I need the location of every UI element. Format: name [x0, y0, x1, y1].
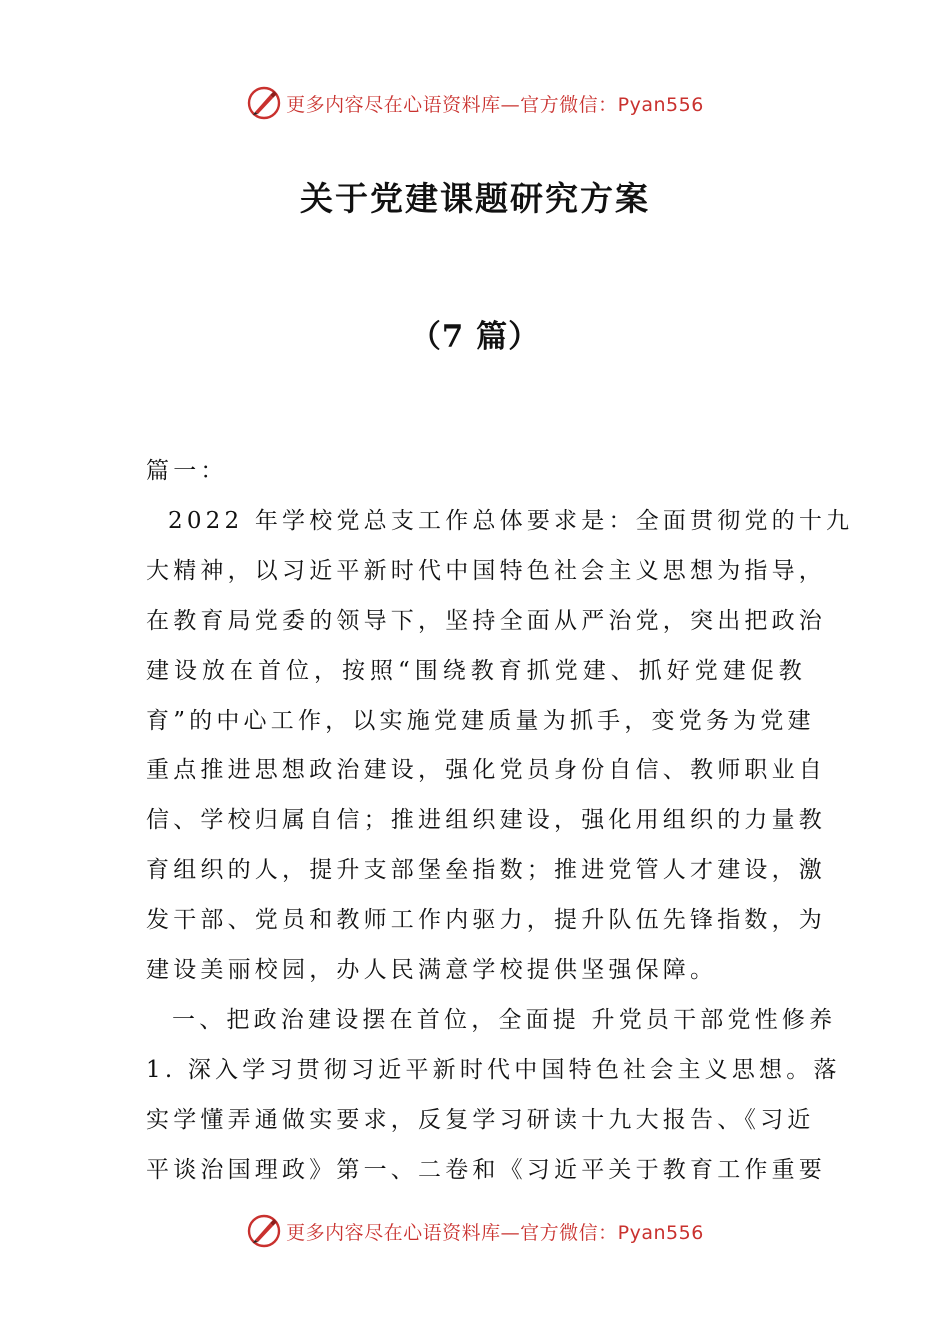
item-line: 实学懂弄通做实要求，反复学习研读十九大报告、《习近	[146, 1106, 815, 1133]
footer-banner	[0, 1208, 950, 1254]
document-subtitle: （7 篇）	[409, 319, 541, 355]
section-heading-1: 一、把政治建设摆在首位，全面提 升党员干部党性修养	[172, 1006, 837, 1033]
paragraph-line: 建设美丽校园，办人民满意学校提供坚强保障。	[146, 957, 718, 984]
paragraph-1	[146, 497, 854, 996]
paragraph-line: 2022 年学校党总支工作总体要求是：全面贯彻党的十九	[168, 507, 854, 534]
wechat-id: Pyan556	[617, 93, 704, 116]
item-1	[146, 1046, 841, 1196]
paragraph-line: 重点推进思想政治建设，强化党员身份自信、教师职业自	[146, 757, 826, 784]
wechat-id: Pyan556	[617, 1221, 704, 1244]
paragraph-line: 发干部、党员和教师工作内驱力，提升队伍先锋指数，为	[146, 907, 826, 934]
pen-circle-logo-icon	[246, 1213, 282, 1249]
pen-circle-logo-icon	[246, 85, 282, 121]
banner-text: 更多内容尽在心语资料库—官方微信：Pyan556	[286, 93, 704, 116]
section-label: 篇一：	[146, 458, 228, 484]
paragraph-line: 育组织的人，提升支部堡垒指数；推进党管人才建设，激	[146, 857, 826, 884]
document-body	[146, 447, 854, 1196]
item-line: 1. 深入学习贯彻习近平新时代中国特色社会主义思想。落	[146, 1056, 841, 1083]
header-banner	[0, 80, 950, 126]
paragraph-line: 大精神，以习近平新时代中国特色社会主义思想为指导，	[146, 557, 826, 584]
paragraph-line: 建设放在首位，按照“围绕教育抓党建、抓好党建促教	[146, 657, 806, 684]
paragraph-line: 育”的中心工作，以实施党建质量为抓手，变党务为党建	[146, 707, 815, 734]
paragraph-line: 在教育局党委的领导下，坚持全面从严治党，突出把政治	[146, 607, 826, 634]
document-title: 关于党建课题研究方案	[300, 179, 650, 218]
item-line: 平谈治国理政》第一、二卷和《习近平关于教育工作重要	[146, 1156, 826, 1183]
paragraph-line: 信、学校归属自信；推进组织建设，强化用组织的力量教	[146, 807, 826, 834]
banner-text: 更多内容尽在心语资料库—官方微信：Pyan556	[286, 1221, 704, 1244]
